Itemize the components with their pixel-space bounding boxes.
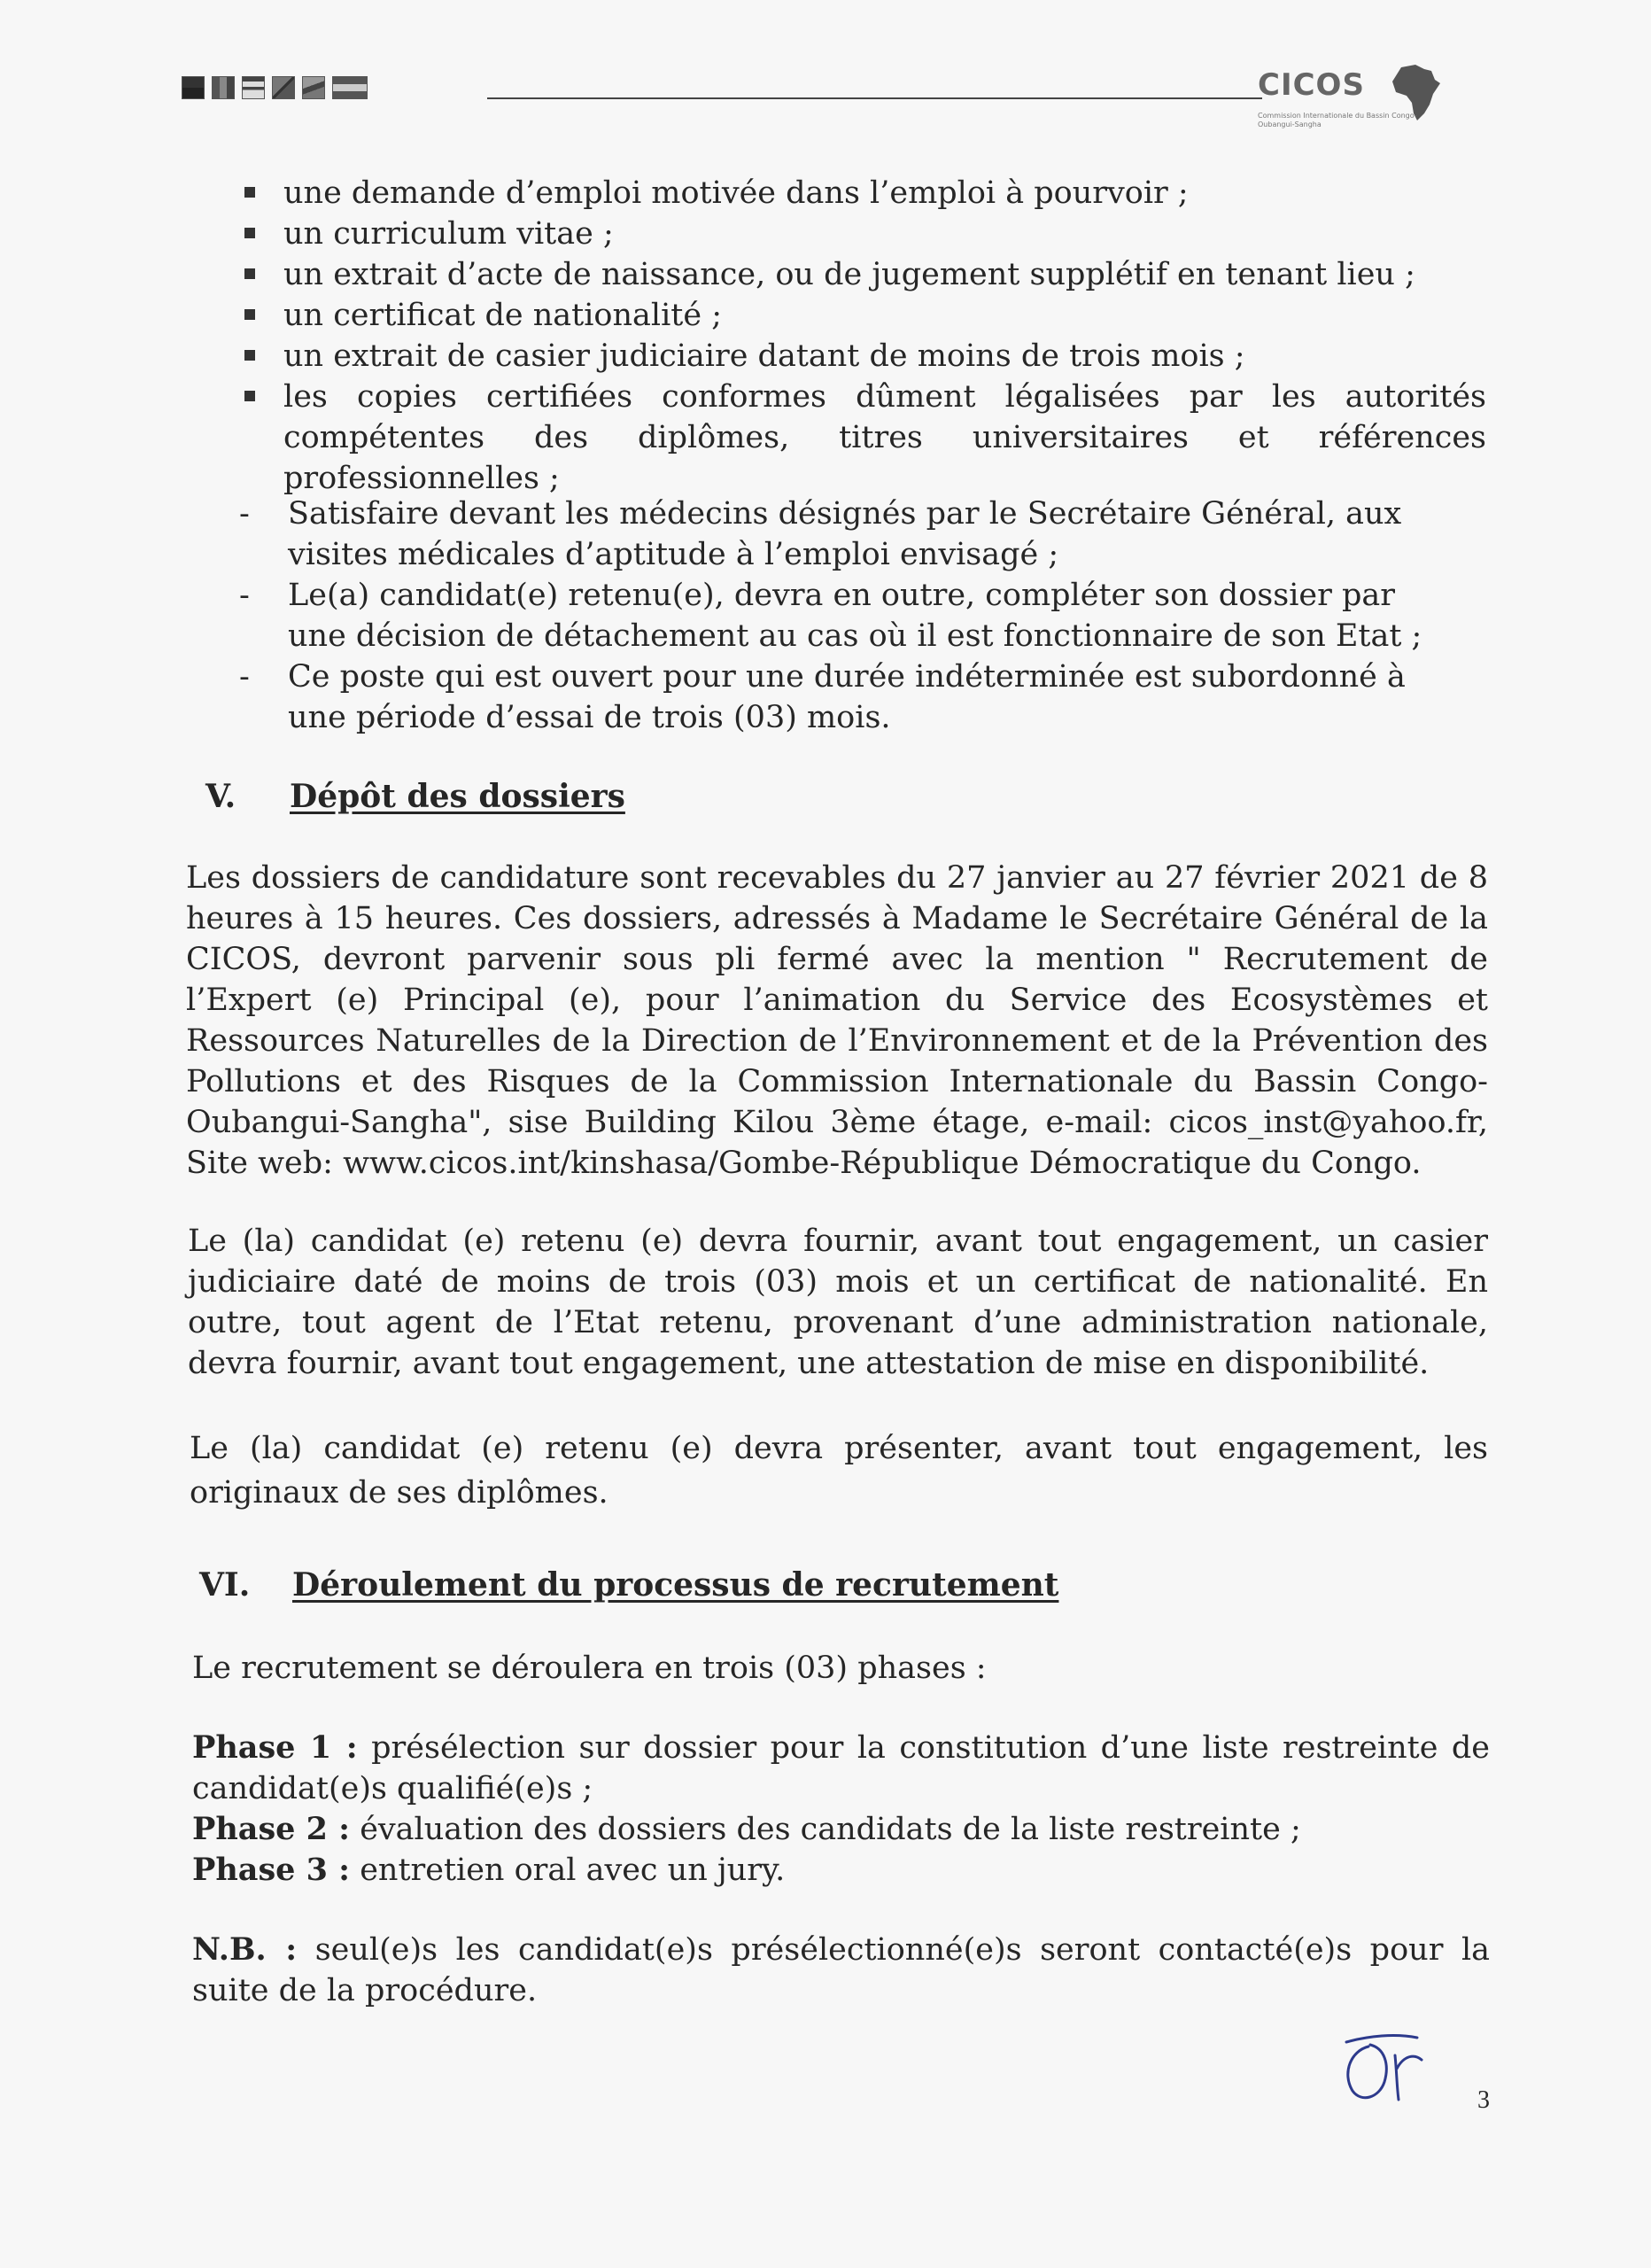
phases-list <box>192 1728 1490 1891</box>
phase-item <box>192 1728 1490 1809</box>
list-item: un extrait d’acte de naissance, ou de jugement supplétif en tenant lieu ; <box>237 254 1486 295</box>
nb-text: seul(e)s les candidat(e)s présélectionné(e)s seront contacté(e)s pour la suite de la procédure. <box>192 1932 1490 2008</box>
phase-label: Phase 2 : <box>192 1811 351 1847</box>
phase-text: entretien oral avec un jury. <box>350 1852 786 1888</box>
phase-item <box>192 1850 1490 1891</box>
phase-text: présélection sur dossier pour la constitution d’une liste restreinte de candidat(e)s qualifié(e)s ; <box>192 1730 1491 1806</box>
page-header <box>182 62 1479 142</box>
nb-note <box>192 1930 1490 2011</box>
required-documents-list <box>237 173 1486 499</box>
section-title: Déroulement du processus de recrutement <box>292 1566 1059 1604</box>
flag-2-icon <box>212 76 235 99</box>
deposit-paragraph: Les dossiers de candidature sont recevables du 27 janvier au 27 février 2021 de 8 heures à 15 heures. Ces dossiers, adressés à Madame le Secrétaire Général de la CICOS, devront parvenir sous pli fermé avec la mention " Recrutement de l’Expert (e) Principal (e), pour l’animation du Service des Ecosystèmes et Ressources Naturelles de la Direction de l’Environnement et de la Prévention des Pollutions et des Risques de la Commission Internationale du Bassin Congo-Oubangui-Sangha", sise Building Kilou 3ème étage, e-mail: cicos_inst@yahoo.fr, Site web: www.cicos.int/kinshasa/Gombe-République Démocratique du Congo. <box>186 860 1488 1181</box>
cicos-logo <box>1258 62 1461 142</box>
list-item: un extrait de casier judiciaire datant de moins de trois mois ; <box>237 336 1486 377</box>
logo-subtitle: Commission Internationale du Bassin Congo-Oubangui-Sangha <box>1258 112 1417 128</box>
section-title: Dépôt des dossiers <box>290 778 625 815</box>
logo-text: CICOS <box>1258 67 1365 103</box>
phase-item <box>192 1809 1490 1850</box>
list-item: un curriculum vitae ; <box>237 214 1486 254</box>
phase-label: Phase 3 : <box>192 1852 351 1888</box>
signature-initials <box>1333 2029 1439 2109</box>
section-6-heading <box>199 1566 1058 1604</box>
list-item: - Le(a) candidat(e) retenu(e), devra en outre, compléter son dossier par une décision de détachement au cas où il est fonctionnaire de son Etat ; <box>235 575 1457 656</box>
flag-1-icon <box>182 76 205 99</box>
phases-intro: Le recrutement se déroulera en trois (03) phases : <box>192 1651 987 1686</box>
section-5-heading <box>205 778 625 815</box>
engagement-paragraph: Le (la) candidat (e) retenu (e) devra fournir, avant tout engagement, un casier judiciaire daté de moins de trois (03) mois et un certificat de nationalité. En outre, tout agent de l’Etat retenu, provenant d’une administration nationale, devra fournir, avant tout engagement, une attestation de mise en disponibilité. <box>188 1223 1488 1381</box>
member-flags <box>182 76 368 99</box>
phase-text: évaluation des dossiers des candidats de la liste restreinte ; <box>350 1812 1301 1847</box>
flag-5-icon <box>302 76 325 99</box>
section-number: V. <box>205 778 236 815</box>
list-item: une demande d’emploi motivée dans l’emploi à pourvoir ; <box>237 173 1486 214</box>
phase-label: Phase 1 : <box>192 1729 358 1766</box>
list-item: - Ce poste qui est ouvert pour une durée indéterminée est subordonné à une période d’essai de trois (03) mois. <box>235 656 1457 738</box>
page-number: 3 <box>1477 2086 1490 2114</box>
section-number: VI. <box>199 1566 251 1604</box>
list-item: un certificat de nationalité ; <box>237 295 1486 336</box>
flag-6-icon <box>332 76 368 99</box>
nb-paragraph <box>192 1930 1490 2011</box>
flag-3-icon <box>242 76 265 99</box>
list-item: - Satisfaire devant les médecins désignés par le Secrétaire Général, aux visites médicales d’aptitude à l’emploi envisagé ; <box>235 493 1457 575</box>
flag-4-icon <box>272 76 295 99</box>
nb-label: N.B. : <box>192 1931 298 1968</box>
conditions-list <box>235 493 1457 738</box>
diplomas-paragraph: Le (la) candidat (e) retenu (e) devra présenter, avant tout engagement, les originaux de ses diplômes. <box>190 1431 1488 1511</box>
header-rule <box>487 97 1262 99</box>
list-item: les copies certifiées conformes dûment légalisées par les autorités compétentes des diplômes, titres universitaires et références professionnelles ; <box>237 377 1486 499</box>
